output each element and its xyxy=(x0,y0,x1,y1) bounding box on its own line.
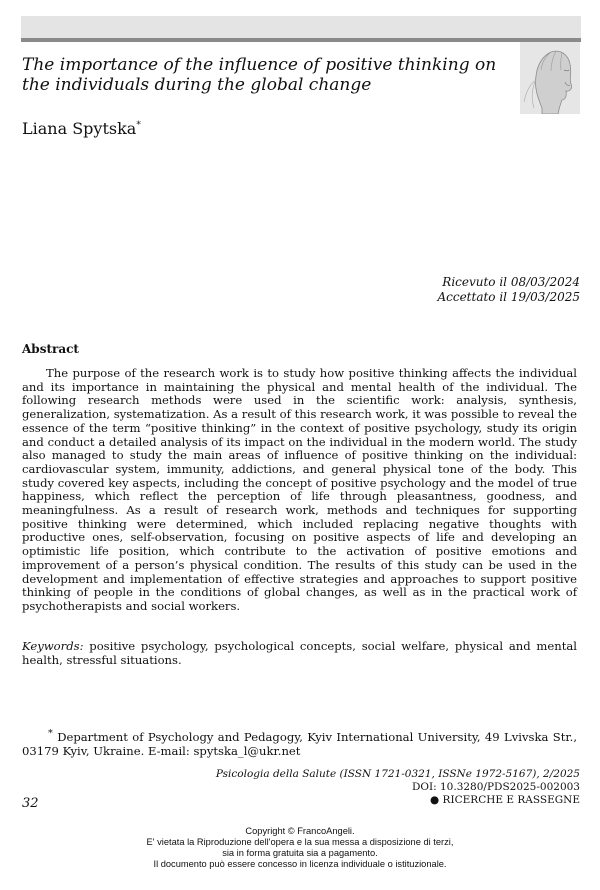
submission-dates xyxy=(437,275,580,305)
article-title: The importance of the influence of positive thinking on the individuals during the global change xyxy=(22,55,497,95)
journal-citation: Psicologia della Salute (ISSN 1721-0321, ISSNe 1972-5167), 2/2025 xyxy=(215,768,580,780)
header-band xyxy=(21,16,581,38)
author-name: Liana Spytska* xyxy=(22,119,141,138)
footnote-text: Department of Psychology and Pedagogy, Kyiv International University, 49 Lvivska Str., 03179 Kyiv, Ukraine. E-mail: spytska_l@ukr.net xyxy=(22,729,577,758)
copyright-line-1: Copyright © FrancoAngeli. xyxy=(245,826,355,836)
abstract-text: The purpose of the research work is to study how positive thinking affects the individual and its importance in maintaining the physical and mental health of the individual. The following research methods were used in the scientific work: analysis, synthesis, generalization, systematization. As a result of this research work, it was possible to reveal the essence of the term “positive thinking” in the context of positive psychology, study its origin and conduct a detailed analysis of its impact on the individual in the modern world. The study also managed to study the main areas of influence of positive thinking on the individual: cardiovascular system, immunity, addictions, and general physical tone of the body. This study covered key aspects, including the concept of positive psychology and the model of true happiness, which reflect the perception of life through pleasantness, goodness, and meaningfulness. As a result of research work, methods and techniques for supporting positive thinking were determined, which included replacing negative thoughts with productive ones, self-observation, focusing on positive aspects of life and developing an optimistic life position, which contribute to the activation of positive emotions and improvement of a person’s physical condition. The results of this study can be used in the development and implementation of effective strategies and approaches to support positive thinking of people in the conditions of global changes, as well as in the practical work of psychotherapists and social workers. xyxy=(22,366,577,613)
abstract-heading: Abstract xyxy=(22,342,79,356)
keywords xyxy=(22,639,577,667)
received-date: Ricevuto il 08/03/2024 xyxy=(442,275,580,289)
accepted-date: Accettato il 19/03/2025 xyxy=(437,290,580,304)
copyright-line-3: sia in forma gratuita sia a pagamento. xyxy=(222,848,378,858)
header-rule xyxy=(21,38,581,42)
page-number: 32 xyxy=(22,796,39,811)
keywords-label: Keywords: xyxy=(22,639,84,653)
copyright-line-2: E' vietata la Riproduzione dell'opera e la sua messa a disposizione di terzi, xyxy=(146,837,454,847)
copyright-notice xyxy=(0,826,600,870)
section-label: ● RICERCHE E RASSEGNE xyxy=(430,794,580,806)
author-footnote-mark: * xyxy=(136,120,141,131)
footnote-mark: * xyxy=(48,728,53,739)
copyright-line-4: Il documento può essere concesso in licenza individuale o istituzionale. xyxy=(153,859,447,869)
author-affiliation-footnote xyxy=(22,727,577,758)
keywords-text: positive psychology, psychological concepts, social welfare, physical and mental health, stressful situations. xyxy=(22,639,578,667)
journal-logo-portrait xyxy=(520,42,580,114)
doi: DOI: 10.3280/PDS2025-002003 xyxy=(411,781,580,793)
journal-info xyxy=(216,768,580,807)
